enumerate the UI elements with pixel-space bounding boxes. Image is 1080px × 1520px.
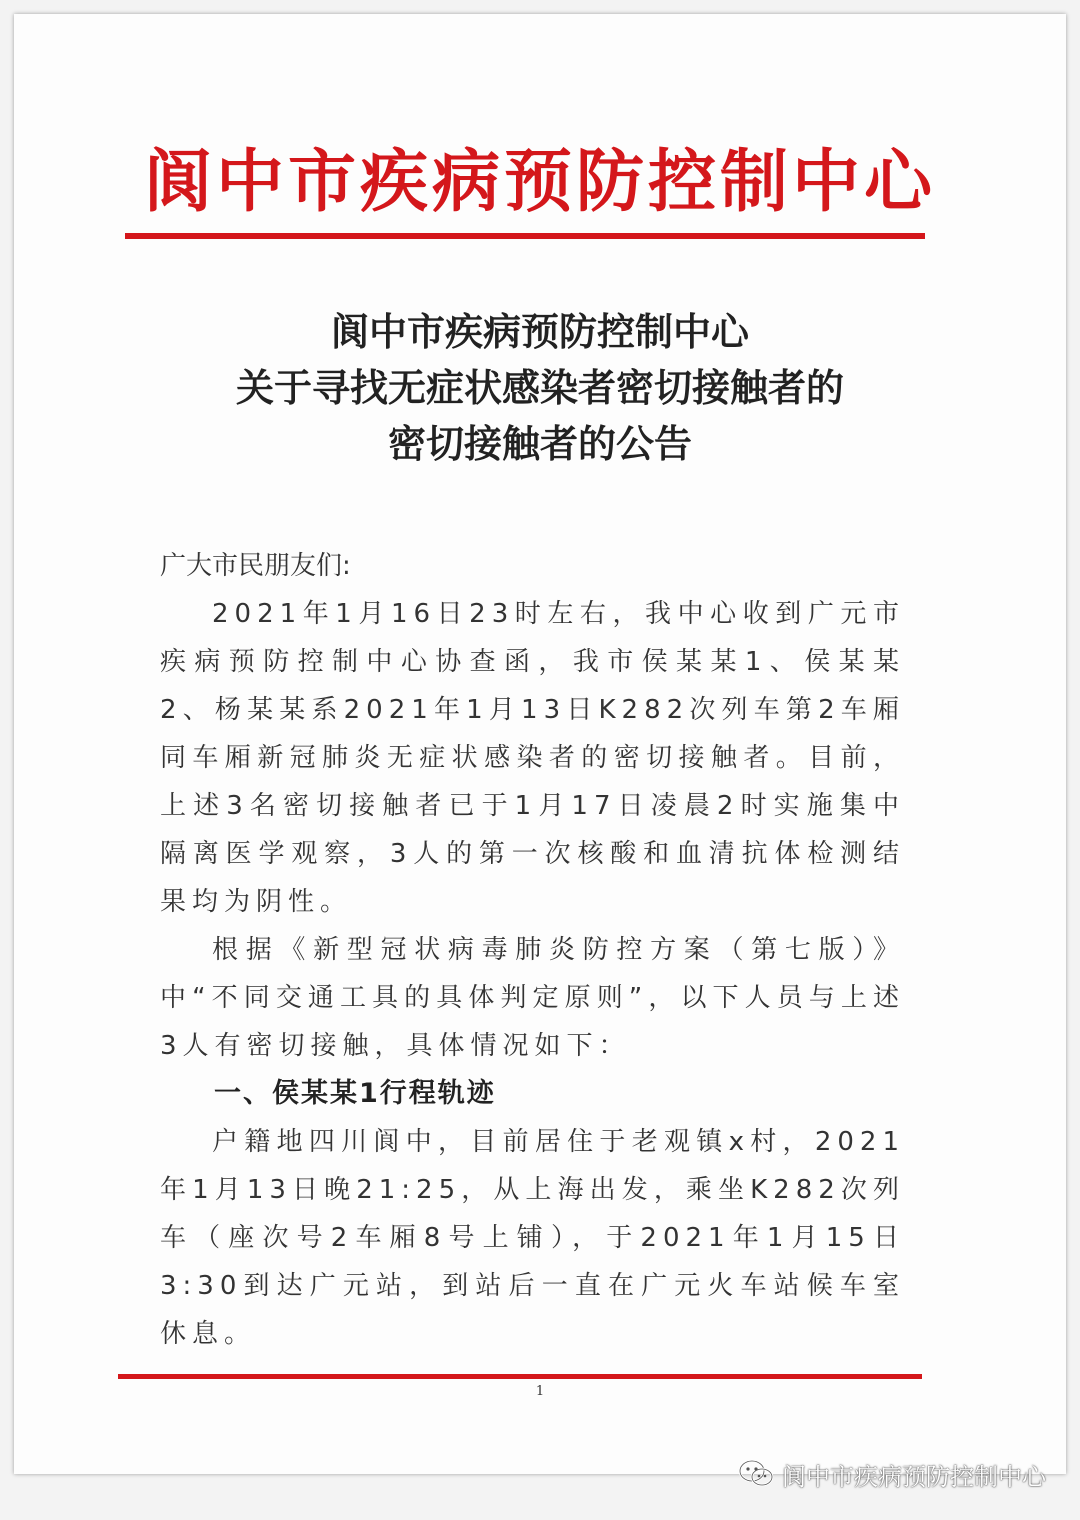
wechat-icon — [738, 1459, 774, 1489]
greeting: 广大市民朋友们: — [160, 551, 351, 581]
paragraph-2: 根据《新型冠状病毒肺炎防控方案（第七版）》中“不同交通工具的具体判定原则”，以下人员与上述3人有密切接触，具体情况如下： — [160, 935, 905, 1061]
letterhead-title: 阆中市疾病预防控制中心 — [143, 142, 936, 222]
title-line-1: 阆中市疾病预防控制中心 — [330, 309, 749, 354]
wechat-watermark — [738, 1456, 1046, 1492]
section-1-heading: 一、侯某某1行程轨迹 — [214, 1078, 496, 1109]
watermark-text: 阆中市疾病预防控制中心 — [782, 1462, 1046, 1491]
title-line-3: 密切接触者的公告 — [387, 421, 692, 466]
title-line-2: 关于寻找无症状感染者密切接触者的 — [235, 365, 844, 410]
document-title — [0, 304, 1080, 472]
letterhead-divider — [125, 233, 925, 239]
page-number: 1 — [535, 1384, 545, 1399]
paragraph-3: 户籍地四川阆中，目前居住于老观镇x村，2021年1月13日晚21:25，从上海出发，乘坐K282次列车（座次号2车厢8号上铺），于2021年1月15日3:30到达广元站，到站后一直在广元火车站候车室休息。 — [160, 1127, 905, 1349]
footer-divider — [118, 1374, 922, 1379]
document-body — [160, 590, 905, 1358]
paragraph-1: 2021年1月16日23时左右，我中心收到广元市疾病预防控制中心协查函，我市侯某某1、侯某某2、杨某某系2021年1月13日K282次列车第2车厢同车厢新冠肺炎无症状感染者的密切接触者。目前，上述3名密切接触者已于1月17日凌晨2时实施集中隔离医学观察，3人的第一次核酸和血清抗体检测结果均为阴性。 — [160, 599, 905, 917]
